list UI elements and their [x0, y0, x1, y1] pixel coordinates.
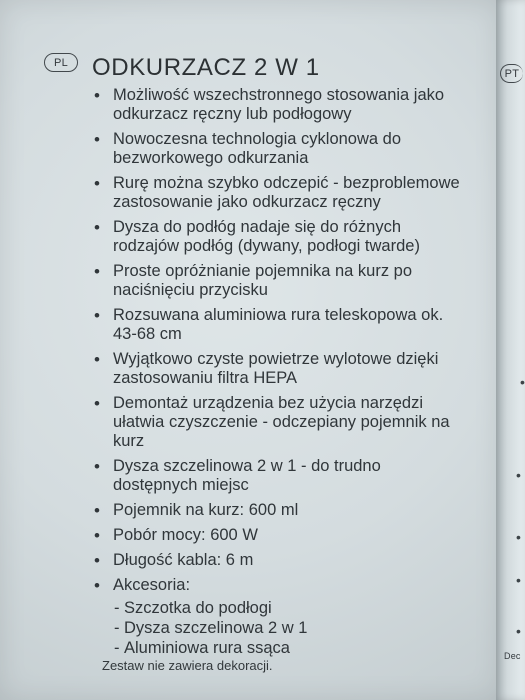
bullet-icon: • [94, 551, 100, 570]
accessory-text: Dysza szczelinowa 2 w 1 [124, 619, 308, 637]
list-item [94, 86, 464, 124]
product-title: ODKURZACZ 2 W 1 [92, 54, 320, 81]
list-item [94, 501, 464, 520]
list-item [94, 218, 464, 256]
list-item-text: Rozsuwana aluminiowa rura teleskopowa ok. 43-68 cm [113, 306, 444, 343]
list-item [94, 262, 464, 300]
list-item [94, 526, 464, 545]
list-item [94, 350, 464, 388]
accessory-text: Aluminiowa rura ssąca [124, 639, 290, 657]
list-item-text: Możliwość wszechstronnego stosowania jako odkurzacz ręczny lub podłogowy [113, 86, 445, 123]
list-item-text: Nowoczesna technologia cyklonowa do bezworkowego odkurzania [113, 130, 402, 167]
accessory-item [114, 638, 464, 658]
box-fold-edge [496, 0, 525, 700]
accessories-list [113, 598, 464, 658]
decoration-note: Zestaw nie zawiera dekoracji. [102, 658, 273, 673]
list-item-text: Rurę można szybko odczepić - bezproblemowe zastosowanie jako odkurzacz ręczny [113, 174, 460, 211]
list-item-text: Proste opróżnianie pojemnika na kurz po naciśnięciu przycisku [113, 262, 413, 299]
list-item-text: Demontaż urządzenia bez użycia narzędzi ułatwia czyszczenie - odczepiany pojemnik na kurz [113, 394, 450, 450]
list-item-text: Wyjątkowo czyste powietrze wylotowe dzięki zastosowaniu filtra HEPA [113, 350, 439, 387]
list-item [94, 130, 464, 168]
bullet-icon: • [94, 262, 100, 281]
list-item-text: Pobór mocy: 600 W [113, 526, 258, 544]
language-badge-pt: PT [500, 64, 523, 83]
bullet-icon: • [94, 130, 100, 149]
bullet-icon: • [94, 218, 100, 237]
bullet-icon: • [516, 467, 521, 483]
list-item [94, 551, 464, 570]
bullet-icon: • [516, 529, 521, 545]
feature-list [94, 86, 464, 664]
list-item-text: Pojemnik na kurz: 600 ml [113, 501, 299, 519]
bullet-icon: • [94, 526, 100, 545]
bullet-icon: • [516, 572, 521, 588]
accessory-item [114, 598, 464, 618]
accessory-text: Szczotka do podłogi [124, 599, 272, 617]
list-item [94, 576, 464, 658]
dash-icon: - [114, 599, 120, 617]
bullet-icon: • [94, 501, 100, 520]
list-item-text: Długość kabla: 6 m [113, 551, 254, 569]
dash-icon: - [114, 619, 120, 637]
bullet-icon: • [94, 174, 100, 193]
bullet-icon: • [94, 576, 100, 595]
list-item [94, 394, 464, 451]
language-badge-pl: PL [44, 53, 78, 72]
list-item [94, 457, 464, 495]
bullet-icon: • [94, 350, 100, 369]
bullet-icon: • [94, 306, 100, 325]
dash-icon: - [114, 639, 120, 657]
bullet-icon: • [520, 374, 525, 390]
list-item [94, 174, 464, 212]
list-item [94, 306, 464, 344]
bullet-icon: • [94, 86, 100, 105]
list-item-text: Dysza szczelinowa 2 w 1 - do trudno dostępnych miejsc [113, 457, 381, 494]
list-item-text: Akcesoria: [113, 576, 191, 594]
accessory-item [114, 618, 464, 638]
bullet-icon: • [94, 457, 100, 476]
bullet-icon: • [516, 623, 521, 639]
list-item-text: Dysza do podłóg nadaje się do różnych rodzajów podłóg (dywany, podłogi twarde) [113, 218, 420, 255]
bullet-icon: • [94, 394, 100, 413]
adjacent-panel-text: Dec [504, 651, 521, 661]
